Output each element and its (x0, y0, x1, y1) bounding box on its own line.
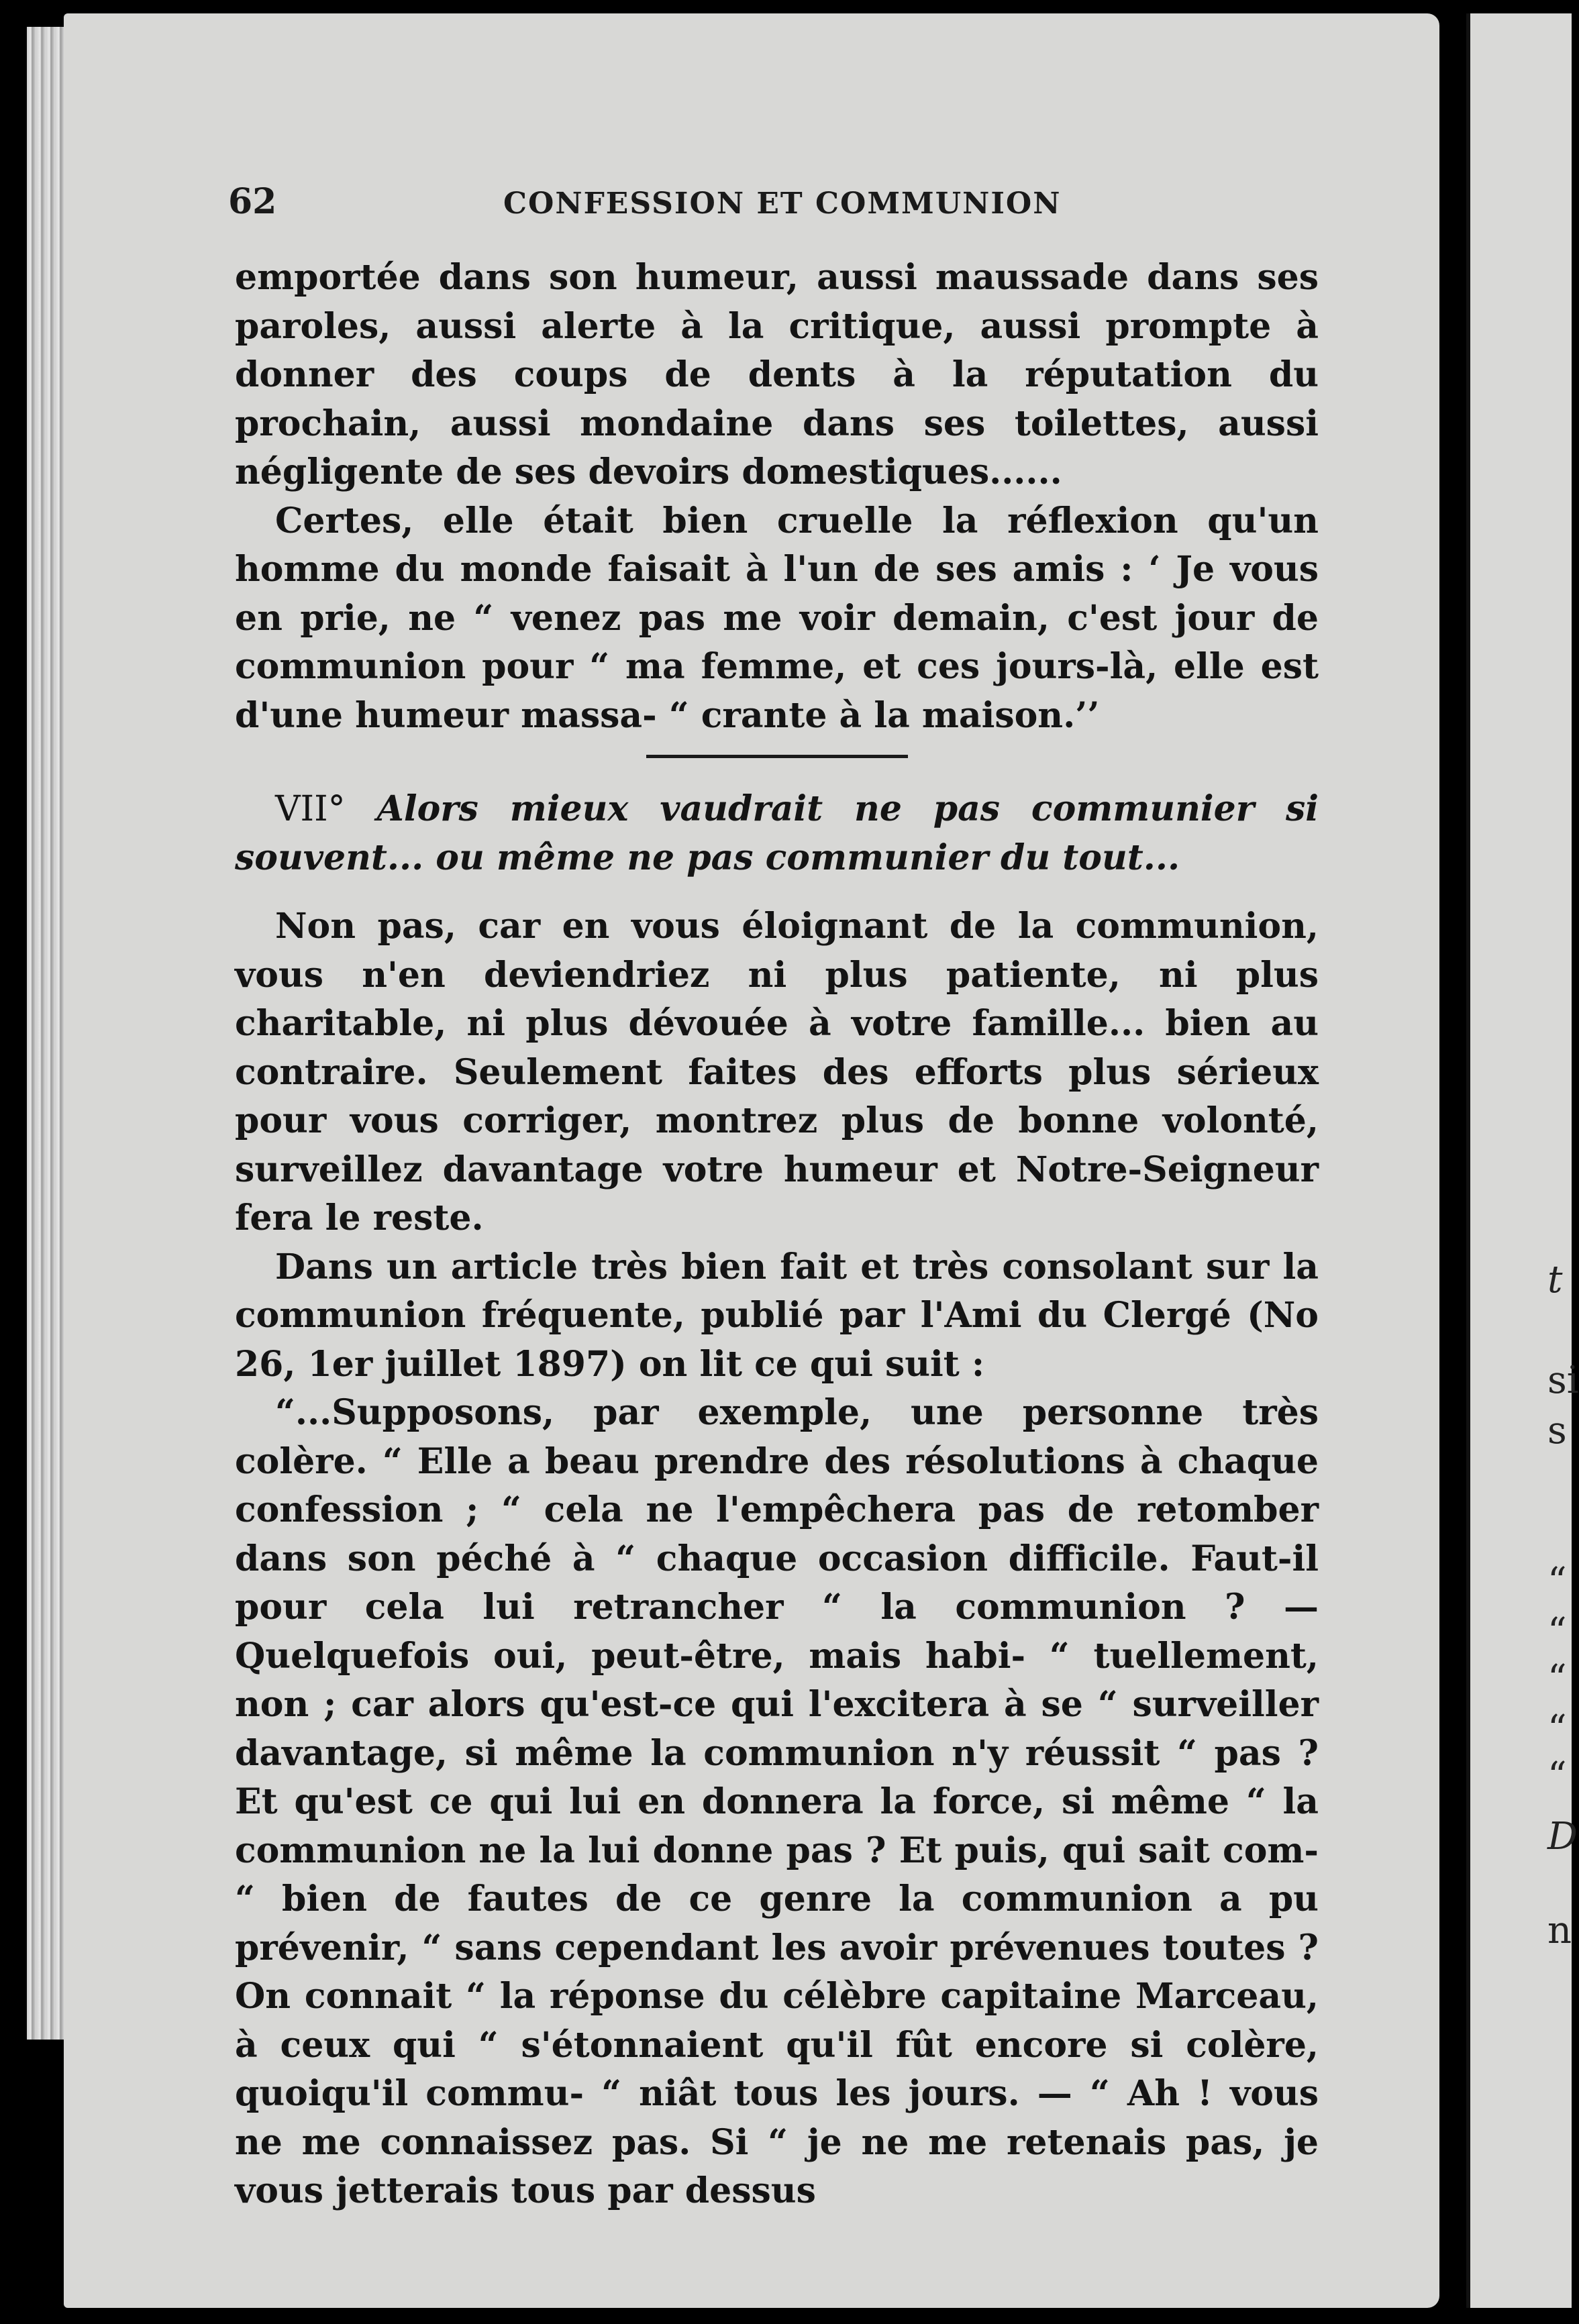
facing-fragment: “ (1547, 1560, 1567, 1603)
book-gutter (1439, 0, 1466, 2324)
running-title: CONFESSION ET COMMUNION (503, 187, 1062, 221)
facing-fragment: n (1547, 1909, 1572, 1952)
paragraph: Certes, elle était bien cruelle la réflexion qu'un homme du monde faisait à l'un de ses amis : ‘ Je vous en prie, ne “ venez pas me voir demain, c'est jour de communion pour “ ma femme, et ces jours-là, elle est d'une humeur massa- “ crante à la maison.’’ (235, 500, 1319, 736)
facing-fragment: si (1547, 1359, 1579, 1402)
page-header (221, 181, 1329, 228)
section-question: Alors mieux vaudrait ne pas communier si souvent... ou même ne pas communier du tout... (235, 788, 1319, 878)
section-heading (235, 785, 1319, 882)
section-divider (646, 755, 908, 758)
facing-fragment: “ (1547, 1610, 1567, 1654)
paragraph: Dans un article très bien fait et très consolant sur la communion fréquente, publié par l'Ami du Clergé (No 26, 1er juillet 1897) on lit ce qui suit : (235, 1246, 1319, 1385)
facing-fragment: t (1547, 1258, 1563, 1302)
facing-fragment: s (1547, 1409, 1567, 1452)
facing-fragment: “ (1547, 1707, 1567, 1751)
facing-fragment: “ (1547, 1657, 1567, 1701)
body-text (235, 254, 1319, 2216)
section-number: VII° (275, 789, 346, 829)
page-number: 62 (228, 181, 277, 222)
paragraph: Non pas, car en vous éloignant de la communion, vous n'en deviendriez ni plus patiente, ni plus charitable, ni plus dévouée à votre famille... bien au contraire. Seulement faites des efforts plus sérieux pour vous corriger, montrez plus de bonne volonté, surveillez davantage votre humeur et Notre-Seigneur fera le reste. (235, 906, 1319, 1238)
paragraph: emportée dans son humeur, aussi maussade dans ses paroles, aussi alerte à la critique, aussi prompte à donner des coups de dents à la réputation du prochain, aussi mondaine dans ses toilettes, aussi négligente de ses devoirs domestiques...... (235, 257, 1319, 492)
facing-fragment: D (1547, 1815, 1578, 1858)
quotation: “...Supposons, par exemple, une personne très colère. “ Elle a beau prendre des résolutions à chaque confession ; “ cela ne l'empêchera pas de retomber dans son péché à “ chaque occasion difficile. Faut-il pour cela lui retrancher “ la communion ? — Quelquefois oui, peut-être, mais habi- “ tuellement, non ; car alors qu'est-ce qui l'excitera à se “ surveiller davantage, si même la communion n'y réussit “ pas ? Et qu'est ce qui lui en donnera la force, si même “ la communion ne la lui donne pas ? Et puis, qui sait com- “ bien de fautes de ce genre la communion a pu prévenir, “ sans cependant les avoir prévenues toutes ? On connait “ la réponse du célèbre capitaine Marceau, à ceux qui “ s'étonnaient qu'il fût encore si colère, quoiqu'il commu- “ niât tous les jours. — “ Ah ! vous ne me connaissez pas. Si “ je ne me retenais pas, je vous jetterais tous par dessus (235, 1392, 1319, 2211)
facing-page (1466, 13, 1579, 2308)
facing-fragment: “ (1547, 1754, 1567, 1798)
